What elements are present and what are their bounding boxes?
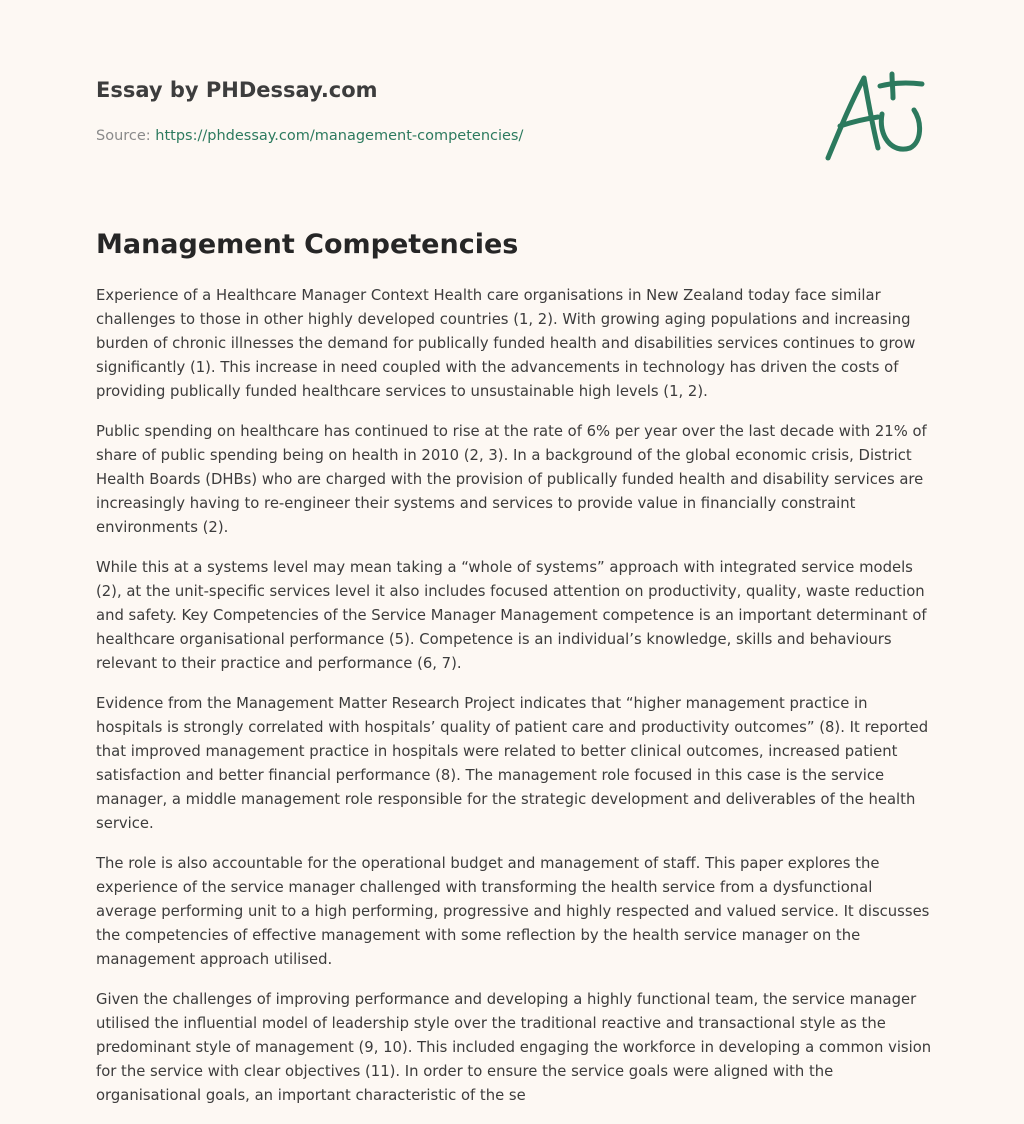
paragraph: While this at a systems level may mean taking a “whole of systems” approach with integrated service models (2), at the unit-specific services level it also includes focused attention on productivity, quality, waste reduction and safety. Key Competencies of the Service Manager Management competence is an important determinant of healthcare organisational performance (5). Competence is an individual’s knowledge, skills and behaviours relevant to their practice and performance (6, 7). bbox=[96, 559, 927, 672]
paragraph: Public spending on healthcare has continued to rise at the rate of 6% per year over the last decade with 21% of share of public spending being on health in 2010 (2, 3). In a background of the global economic crisis, District Health Boards (DHBs) who are charged with the provision of publically funded health and disability services are increasingly having to re-engineer their systems and services to provide value in financially constraint environments (2). bbox=[96, 423, 927, 536]
page-title: Management Competencies bbox=[96, 229, 519, 260]
essay-header bbox=[96, 76, 736, 146]
source-label: Source: bbox=[96, 128, 151, 144]
essay-body bbox=[96, 284, 936, 1124]
a-plus-logo-icon bbox=[818, 64, 930, 168]
site-brand: Essay by PHDessay.com bbox=[96, 78, 378, 102]
source-line bbox=[96, 126, 736, 146]
paragraph: Evidence from the Management Matter Research Project indicates that “higher management practice in hospitals is strongly correlated with hospitals’ quality of patient care and productivity outcomes” (8). It reported that improved management practice in hospitals were related to better clinical outcomes, increased patient satisfaction and better financial performance (8). The management role focused in this case is the service manager, a middle management role responsible for the strategic development and deliverables of the health service. bbox=[96, 695, 929, 832]
source-link[interactable]: https://phdessay.com/management-competencies/ bbox=[155, 128, 524, 144]
paragraph: Given the challenges of improving performance and developing a highly functional team, the service manager utilised the influential model of leadership style over the traditional reactive and transactional style as the predominant style of management (9, 10). This included engaging the workforce in developing a common vision for the service with clear objectives (11). In order to ensure the service goals were aligned with the organisational goals, an important characteristic of the se bbox=[96, 991, 932, 1104]
paragraph: The role is also accountable for the operational budget and management of staff. This paper explores the experience of the service manager challenged with transforming the health service from a dysfunctional average performing unit to a high performing, progressive and highly respected and valued service. It discusses the competencies of effective management with some reflection by the health service manager on the management approach utilised. bbox=[96, 855, 930, 968]
paragraph: Experience of a Healthcare Manager Context Health care organisations in New Zealand today face similar challenges to those in other highly developed countries (1, 2). With growing aging populations and increasing burden of chronic illnesses the demand for publically funded health and disabilities services continues to grow significantly (1). This increase in need coupled with the advancements in technology has driven the costs of providing publically funded healthcare services to unsustainable high levels (1, 2). bbox=[96, 287, 916, 400]
